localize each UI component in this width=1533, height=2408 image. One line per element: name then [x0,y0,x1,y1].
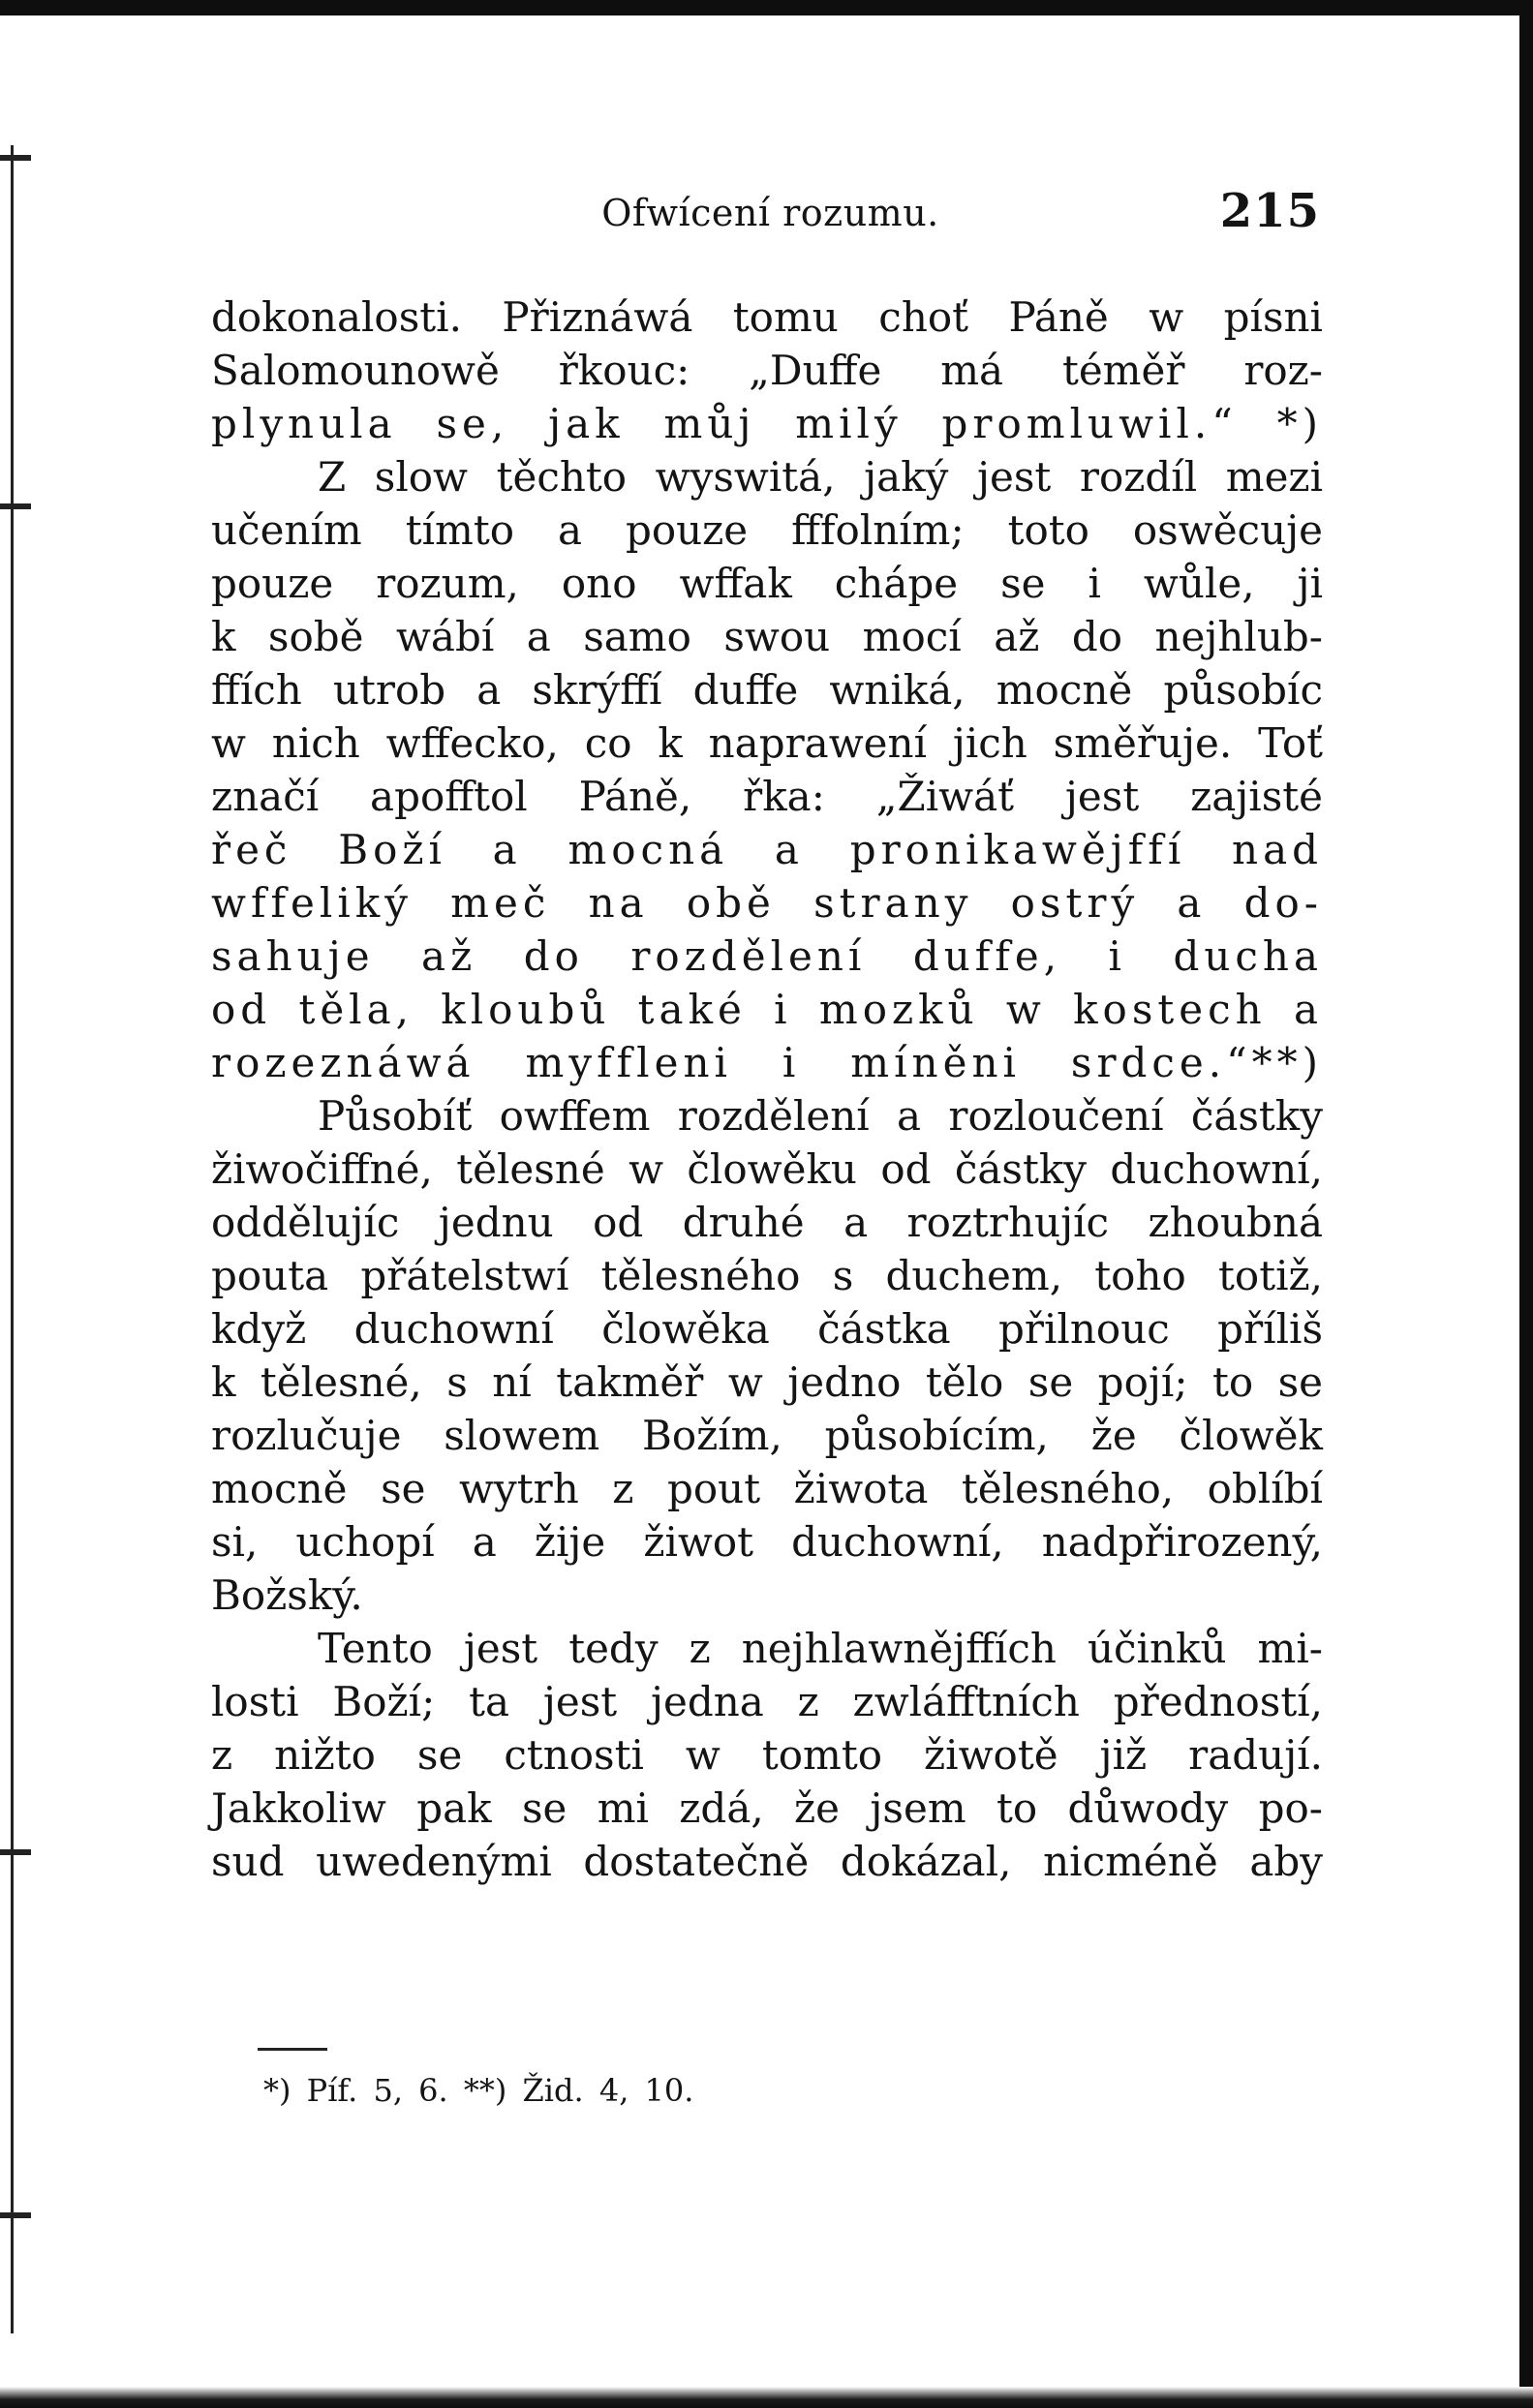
text-line: pouta přátelstwí tělesného s duchem, toho totiž, [211,1252,1323,1299]
text-line: pouze rozum, ono wffak chápe se i wůle, ji [211,560,1323,607]
scan-border-bottom [0,2387,1533,2408]
binding-mark [0,503,31,509]
running-title: Ofwícení rozumu. [601,192,939,234]
footnotes: *) Píf. 5, 6. **) Žid. 4, 10. [263,2072,694,2109]
text-line: Tento jest tedy z nejhlawnějffích účinků mi- [318,1625,1323,1672]
text-line: od těla, kloubů také i mozků w kostech a [211,986,1323,1033]
text-line: rozeznáwá myffleni i míněni srdce.“**) [211,1039,1323,1086]
binding-mark [0,155,31,161]
text-line: plynula se, jak můj milý promluwil.“ *) [211,400,1323,447]
page-header [221,184,1320,252]
text-line: když duchowní člowěka částka přilnouc příliš [211,1305,1323,1353]
text-line: Z slow těchto wyswitá, jaký jest rozdíl mezi [318,453,1323,501]
text-line: rozlučuje slowem Božím, působícím, že člowěk [211,1412,1323,1459]
text-line: z nižto se ctnosti w tomto žiwotě již radují. [211,1731,1323,1779]
text-line: wffeliký meč na obě strany ostrý a do- [211,879,1323,927]
text-line: ffích utrob a skrýffí duffe wniká, mocně působíc [211,666,1323,714]
text-line: si, uchopí a žije žiwot duchowní, nadpřirozený, [211,1518,1323,1566]
binding-edge [11,145,14,2333]
scan-border-right [1519,0,1533,2408]
body-text [211,290,1323,1888]
text-line: Salomounowě řkouc: „Duffe má téměř roz- [211,347,1323,394]
text-line: Působíť owffem rozdělení a rozloučení částky [318,1092,1323,1140]
text-line: w nich wffecko, co k naprawení jich směřuje. Toť [211,719,1323,767]
text-line: řeč Boží a mocná a pronikawějffí nad [211,826,1323,873]
text-line: losti Boží; ta jest jedna z zwláfftních předností, [211,1678,1323,1725]
text-line: k tělesné, s ní takměř w jedno tělo se pojí; to se [211,1358,1323,1406]
page-number: 215 [1219,184,1320,238]
binding-mark [0,1849,31,1855]
text-line: dokonalosti. Přiznáwá tomu choť Páně w písni [211,293,1323,341]
text-line: žiwočiffné, tělesné w člowěku od částky duchowní, [211,1145,1323,1193]
text-line: sahuje až do rozdělení duffe, i ducha [211,932,1323,980]
footnote-divider [258,2048,327,2051]
text-line: oddělujíc jednu od druhé a roztrhujíc zhoubná [211,1199,1323,1246]
text-line: k sobě wábí a samo swou mocí až do nejhlub- [211,613,1323,660]
text-line: značí apofftol Páně, řka: „Žiwáť jest zajisté [211,773,1323,820]
text-line: sud uwedenými dostatečně dokázal, nicméně aby [211,1838,1323,1885]
binding-mark [0,2212,31,2218]
text-line: Božský. [211,1571,363,1619]
scan-border-top [0,0,1533,15]
text-line: učením tímto a pouze fffolním; toto oswěcuje [211,506,1323,554]
text-line: mocně se wytrh z pout žiwota tělesného, oblíbí [211,1465,1323,1512]
text-line: Jakkoliw pak se mi zdá, že jsem to důwody po- [211,1784,1323,1832]
